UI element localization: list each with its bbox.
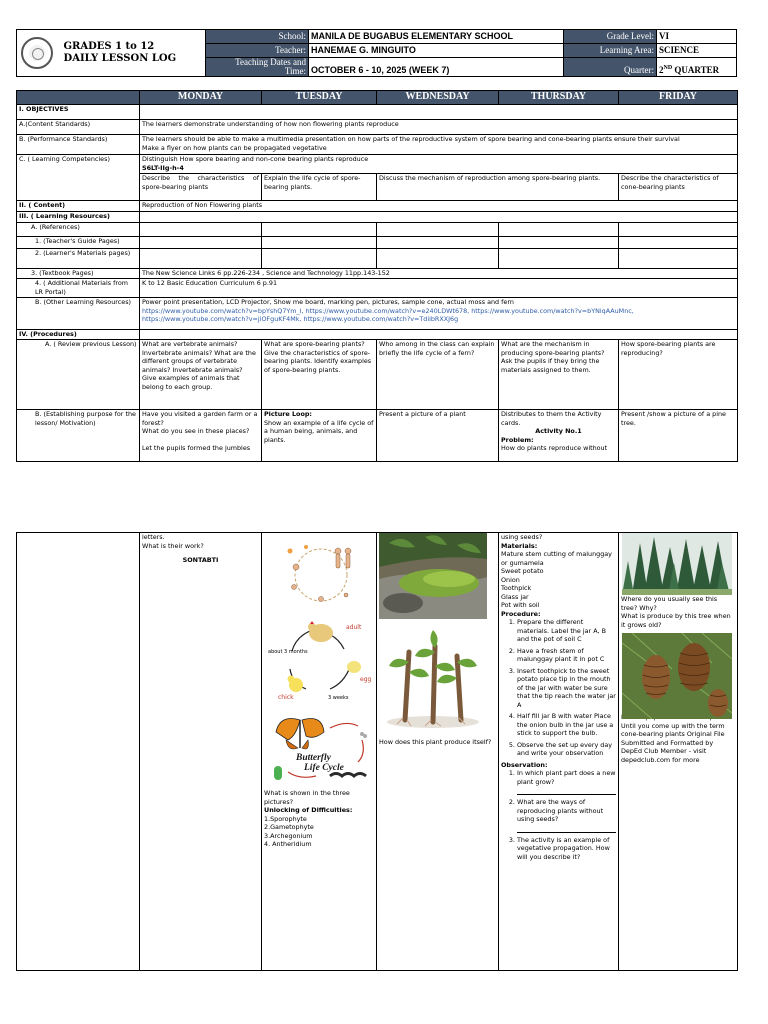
observation-text: What are the ways of reproducing plants without using seeds? (517, 798, 604, 823)
label-months: about 3 months (268, 649, 308, 655)
observation-heading: Observation: (501, 760, 548, 769)
purpose-thursday (499, 410, 619, 462)
references-fri (619, 223, 738, 237)
dates-label (206, 58, 309, 77)
review-thursday: What are the mechanism in producing spore-bearing plants? Ask the pupils if they bring the materials assigned to them. (499, 340, 619, 410)
area-value: SCIENCE (657, 44, 737, 58)
procedure-heading: Procedure: (501, 609, 541, 618)
procedure-step: 2. Have a fresh stem of malunggay plant it in pot C (517, 647, 616, 664)
procedure-step: 4. Half fill jar B with water Place the onion bulb in the jar use a stick to support the bulb. (517, 712, 616, 738)
dates-label-line-2: Time: (284, 66, 306, 76)
continuation-table (16, 532, 738, 971)
review-friday: How spore-bearing plants are reproducing? (619, 340, 738, 410)
observation-item (517, 836, 616, 862)
performance-standard-1: The learners should be able to make a multimedia presentation on how parts of the reproductive system of spore bearing and cone-bearing plants ensure their survival (142, 135, 680, 143)
quarter-suffix: ND (663, 65, 673, 71)
purpose-thu-line-1: Distributes to them the Activity cards. (501, 410, 602, 427)
textbook-value: The New Science Links 6 pp.226-234 , Science and Technology 11pp.143-152 (140, 269, 738, 279)
spacer (142, 436, 259, 444)
competency-text: Distinguish How spore bearing and non-cone bearing plants reproduce (142, 155, 369, 163)
day-thursday: THURSDAY (499, 91, 619, 105)
grade-value: VI (657, 30, 737, 44)
butterfly-life-cycle-image (266, 710, 376, 790)
quarter-label: Quarter: (564, 58, 657, 77)
day-monday: MONDAY (140, 91, 262, 105)
cont-mon-line-1: letters. (142, 533, 165, 541)
observation-list (501, 769, 616, 861)
moss-fern-photo (379, 533, 487, 619)
label-adult: adult (346, 624, 362, 631)
performance-standards-value (140, 135, 738, 155)
objectives-heading: I. OBJECTIVES (17, 105, 140, 120)
material-item: Pot with soil (501, 601, 540, 609)
references-mon (140, 223, 262, 237)
resources-blank (140, 212, 738, 223)
lm-thu (499, 249, 619, 269)
competency-code: S6LT-IIg-h-4 (142, 163, 184, 172)
picture-loop-title: Picture Loop: (264, 410, 312, 418)
answer-line (517, 824, 616, 833)
lm-tue (262, 249, 377, 269)
term-4: 4. Antheridium (264, 840, 312, 848)
quarter-number: 2 (659, 65, 664, 75)
school-label: School: (206, 30, 309, 44)
day-friday: FRIDAY (619, 91, 738, 105)
content-label: II. ( Content) (17, 201, 140, 212)
continuation-monday (140, 533, 262, 971)
jumbled-word: SONTABTI (182, 556, 219, 564)
school-value: MANILA DE BUGABUS ELEMENTARY SCHOOL (309, 30, 564, 44)
video-links-line-1[interactable]: https://www.youtube.com/watch?v=bpYshQ7Ym_I, https://www.youtube.com/watch?v=e240LDWt678, https://www.youtube.com/watch?v=bYNiqAAuMnc, (142, 306, 634, 315)
dates-value: OCTOBER 6 - 10, 2025 (WEEK 7) (309, 58, 564, 77)
teacher-label: Teacher: (206, 44, 309, 58)
human-life-cycle-image (266, 537, 376, 607)
additional-materials-value: K to 12 Basic Education Curriculum 6 p.91 (140, 279, 738, 298)
continuation-thursday (499, 533, 619, 971)
label-weeks: 3 weeks (328, 695, 349, 701)
quarter-word: QUARTER (672, 65, 720, 75)
competencies-label: C. ( Learning Competencies) (17, 155, 140, 201)
day-header-row (17, 91, 738, 105)
material-item: Glass jar (501, 592, 529, 601)
objective-tuesday: Explain the life cycle of spore-bearing plants. (262, 174, 377, 201)
chicken-life-cycle-image (266, 619, 376, 701)
other-resources-label: B. (Other Learning Resources) (17, 298, 140, 330)
title-line-1: GRADES 1 to 12 (63, 41, 155, 52)
pine-question-2: What is produce by this tree when it grows old? (621, 612, 731, 629)
pine-question-1: Where do you usually see this tree? Why? (621, 595, 718, 612)
continuation-friday (619, 533, 738, 971)
lesson-log-table (16, 90, 738, 462)
lm-mon (140, 249, 262, 269)
cont-thu-top: using seeds? (501, 533, 543, 541)
purpose-mon-line-2: What do you see in these places? (142, 427, 250, 435)
references-wed (377, 223, 499, 237)
observation-item (517, 769, 616, 795)
teacher-value: HANEMAE G. MINGUITO (309, 44, 564, 58)
continuation-label-cell (17, 533, 140, 971)
plant-question: How does this plant produce itself? (379, 738, 492, 746)
label-chick: chick (278, 694, 294, 701)
objectives-blank (140, 105, 738, 120)
pine-cones-photo (622, 633, 732, 719)
references-label: A. (References) (17, 223, 140, 237)
material-item: Sweet potato (501, 567, 544, 575)
objective-friday: Describe the characteristics of cone-bearing plants (619, 174, 738, 201)
content-standards-label: A.(Content Standards) (17, 120, 140, 135)
answer-line (517, 786, 616, 795)
purpose-mon-line-1: Have you visited a garden farm or a forest? (142, 410, 258, 427)
purpose-thu-line-2: How do plants reproduce without (501, 444, 608, 452)
problem-label: Problem: (501, 435, 534, 444)
other-resources-value (140, 298, 738, 330)
review-monday: What are vertebrate animals? Invertebrate animals? What are the different groups of vertebrate animals? Invertebrate animals? Give examples of animals that belong to each group. (140, 340, 262, 410)
material-item: Toothpick (501, 584, 532, 592)
day-wednesday: WEDNESDAY (377, 91, 499, 105)
term-3: 3.Archegonium (264, 831, 313, 840)
day-header-blank (17, 91, 140, 105)
procedure-step: 3. Insert toothpick to the sweet potato place tip in the mouth of the jar with water be sure that the tip reach the water jar A (517, 667, 616, 710)
video-links-line-2[interactable]: https://www.youtube.com/watch?v=jiOFguKF4Mk, https://www.youtube.com/watch?v=TdiibRXXJ6g (142, 315, 459, 323)
references-thu (499, 223, 619, 237)
purpose-monday (140, 410, 262, 462)
material-item: Mature stem cutting of malunggay or gumamela (501, 550, 612, 567)
purpose-tuesday (262, 410, 377, 462)
observation-item (517, 798, 616, 833)
performance-standard-2: Make a flyer on how plants can be propagated vegetative (142, 143, 327, 152)
procedure-step: 1. Prepare the different materials. Label the jar A, B and the pot of soil C (517, 618, 616, 644)
procedures-label: IV. (Procedures) (17, 330, 140, 340)
objective-monday: Describe the characteristics of spore-bearing plants (140, 174, 262, 201)
review-tuesday: What are spore-bearing plants? Give the characteristics of spore-bearing plants. Identify examples of spore-bearing plants. (262, 340, 377, 410)
materials-heading: Materials: (501, 541, 538, 550)
content-standards-value: The learners demonstrate understanding of how non flowering plants reproduce (140, 120, 738, 135)
grade-label: Grade Level: (564, 30, 657, 44)
butterfly-title-2: Life Cycle (304, 763, 344, 773)
objective-wednesday: Discuss the mechanism of reproduction among spore-bearing plants. (377, 174, 619, 201)
material-item: Onion (501, 575, 520, 584)
tg-thu (499, 237, 619, 249)
dates-label-line-1: Teaching Dates and (235, 57, 306, 67)
additional-materials-label: 4. ( Additional Materials from LR Portal) (17, 279, 140, 298)
day-tuesday: TUESDAY (262, 91, 377, 105)
procedure-step: 5. Observe the set up every day and write your observation (517, 741, 616, 758)
purpose-wednesday: Present a picture of a plant (377, 410, 499, 462)
references-tue (262, 223, 377, 237)
title-line-2: DAILY LESSON LOG (63, 53, 177, 64)
cone-bearing-text: Until you come up with the term cone-bearing plants Original File Submitted and Formatted by DepEd Club Member - visit depedclub.com for more (621, 721, 725, 764)
lm-wed (377, 249, 499, 269)
procedure-list (501, 618, 616, 758)
tg-wed (377, 237, 499, 249)
three-pictures-question: What is shown in the three pictures? (264, 789, 350, 806)
textbook-label: 3. (Textbook Pages) (17, 269, 140, 279)
observation-text: In which plant part does a new plant grow? (517, 769, 616, 786)
document-title (64, 41, 177, 65)
area-label: Learning Area: (564, 44, 657, 58)
tg-tue (262, 237, 377, 249)
review-label: A. ( Review previous Lesson) (17, 340, 140, 410)
purpose-label: B. (Establishing purpose for the lesson/ Motivation) (17, 410, 140, 462)
purpose-mon-line-3: Let the pupils formed the jumbles (142, 443, 251, 452)
performance-standards-label: B. (Performance Standards) (17, 135, 140, 155)
teachers-guide-label: 1. (Teacher's Guide Pages) (17, 237, 140, 249)
resources-label: III. ( Learning Resources) (17, 212, 140, 223)
review-wednesday: Who among in the class can explain briefly the life cycle of a fern? (377, 340, 499, 410)
lm-fri (619, 249, 738, 269)
cont-mon-line-2: What is their work? (142, 541, 204, 550)
observation-text: The activity is an example of vegetative propagation. How will you describe it? (517, 835, 610, 861)
tg-fri (619, 237, 738, 249)
term-2: 2.Gametophyte (264, 823, 314, 831)
activity-title: Activity No.1 (535, 427, 582, 435)
unlocking-heading: Unlocking of Difficulties: (264, 806, 353, 814)
purpose-friday: Present /show a picture of a pine tree. (619, 410, 738, 462)
stem-cutting-image (379, 622, 487, 732)
pine-trees-photo (622, 533, 732, 595)
tg-mon (140, 237, 262, 249)
procedures-blank (140, 330, 738, 340)
quarter-value (657, 58, 737, 77)
learners-materials-label: 2. (Learner's Materials pages) (17, 249, 140, 269)
header-table (16, 29, 737, 77)
header-logo-cell (17, 30, 206, 77)
label-egg: egg (360, 676, 372, 683)
butterfly-title-1: Butterfly (296, 753, 331, 763)
other-resources-text: Power point presentation, LCD Projector, Show me board, marking pen, pictures, sample cone, actual moss and fern (142, 298, 514, 306)
content-value: Reproduction of Non Flowering plants (140, 201, 738, 212)
picture-loop-text: Show an example of a life cycle of a human being, animals, and plants. (264, 418, 374, 444)
competency-value (140, 155, 738, 174)
term-1: 1.Sporophyte (264, 814, 307, 823)
deped-seal-icon (21, 37, 53, 69)
